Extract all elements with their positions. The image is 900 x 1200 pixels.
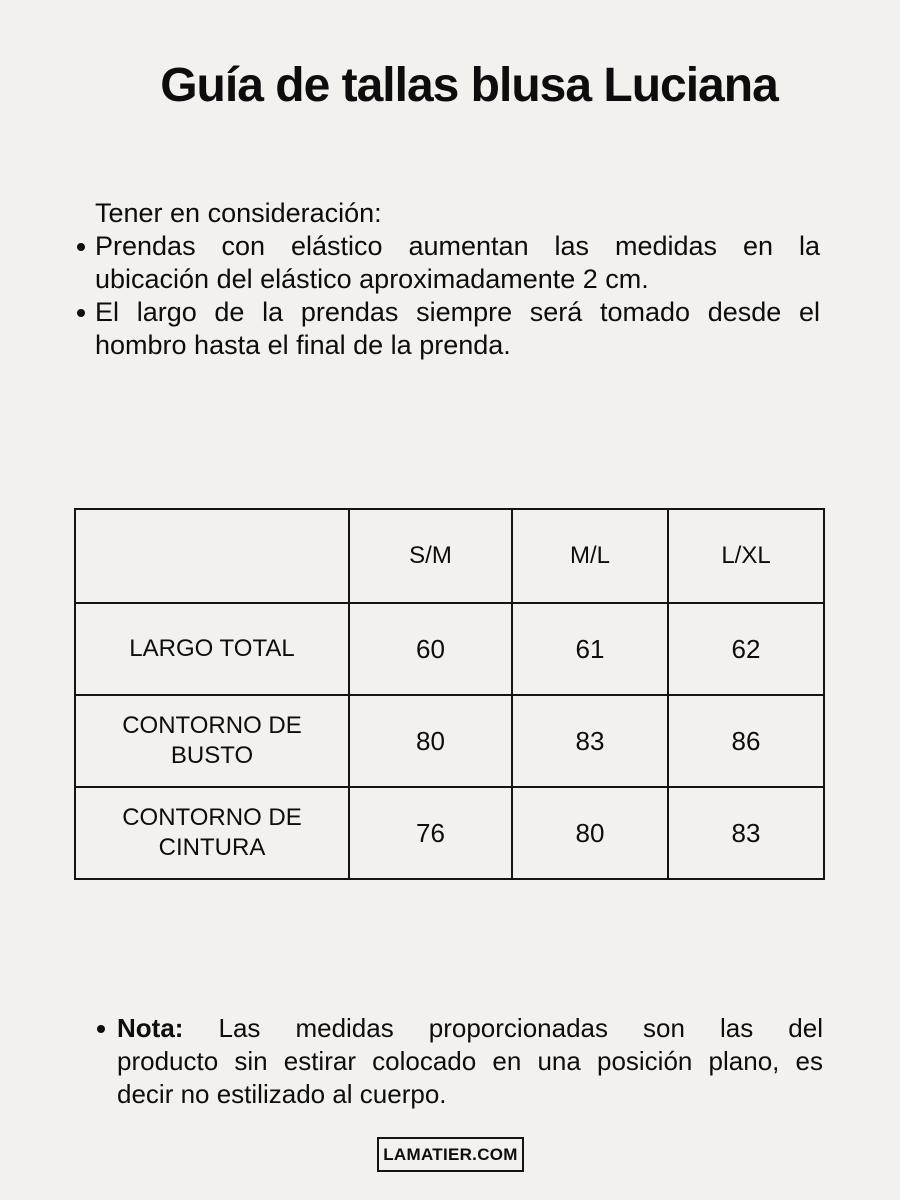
bullet-text-line: ubicación del elástico aproximadamente 2 cm. xyxy=(95,264,649,294)
table-cell: 60 xyxy=(349,603,512,695)
considerations-section xyxy=(75,197,820,362)
considerations-list xyxy=(75,230,820,362)
table-row xyxy=(75,695,824,787)
note-text-line: producto sin estirar colocado en una posición plano, es xyxy=(117,1046,823,1076)
table-row xyxy=(75,603,824,695)
note-item xyxy=(95,1012,823,1111)
list-item xyxy=(75,230,820,296)
bullet-text-line: El largo de la prendas siempre será tomado desde el xyxy=(95,297,820,327)
note-text: Las medidas proporcionadas son las del xyxy=(218,1013,823,1043)
table-cell: 86 xyxy=(668,695,824,787)
brand-badge xyxy=(377,1137,524,1172)
table-cell: 61 xyxy=(512,603,668,695)
bullet-text-line: Prendas con elástico aumentan las medidas en la xyxy=(95,231,820,261)
table-header-row xyxy=(75,509,824,603)
brand-text: LAMATIER.COM xyxy=(383,1144,518,1164)
table-cell: 80 xyxy=(349,695,512,787)
table-row xyxy=(75,787,824,879)
row-label: LARGO TOTAL xyxy=(75,603,349,695)
note-text-line: decir no estilizado al cuerpo. xyxy=(117,1079,447,1109)
table-cell: 80 xyxy=(512,787,668,879)
table-cell: 62 xyxy=(668,603,824,695)
bullet-text-line: hombro hasta el final de la prenda. xyxy=(95,330,511,360)
size-table xyxy=(74,508,825,880)
page-title: Guía de tallas blusa Luciana xyxy=(160,59,778,112)
note-label: Nota: xyxy=(117,1013,184,1043)
table-cell: 83 xyxy=(668,787,824,879)
table-header-cell: M/L xyxy=(512,509,668,603)
note-section xyxy=(95,1012,823,1111)
table-cell: 83 xyxy=(512,695,668,787)
table-corner-cell xyxy=(75,509,349,603)
table-header-cell: S/M xyxy=(349,509,512,603)
table-cell: 76 xyxy=(349,787,512,879)
considerations-intro: Tener en consideración: xyxy=(95,198,382,228)
note-text-line xyxy=(117,1012,823,1045)
list-item xyxy=(75,296,820,362)
row-label: CONTORNO DE BUSTO xyxy=(75,695,349,787)
table-header-cell: L/XL xyxy=(668,509,824,603)
row-label: CONTORNO DE CINTURA xyxy=(75,787,349,879)
